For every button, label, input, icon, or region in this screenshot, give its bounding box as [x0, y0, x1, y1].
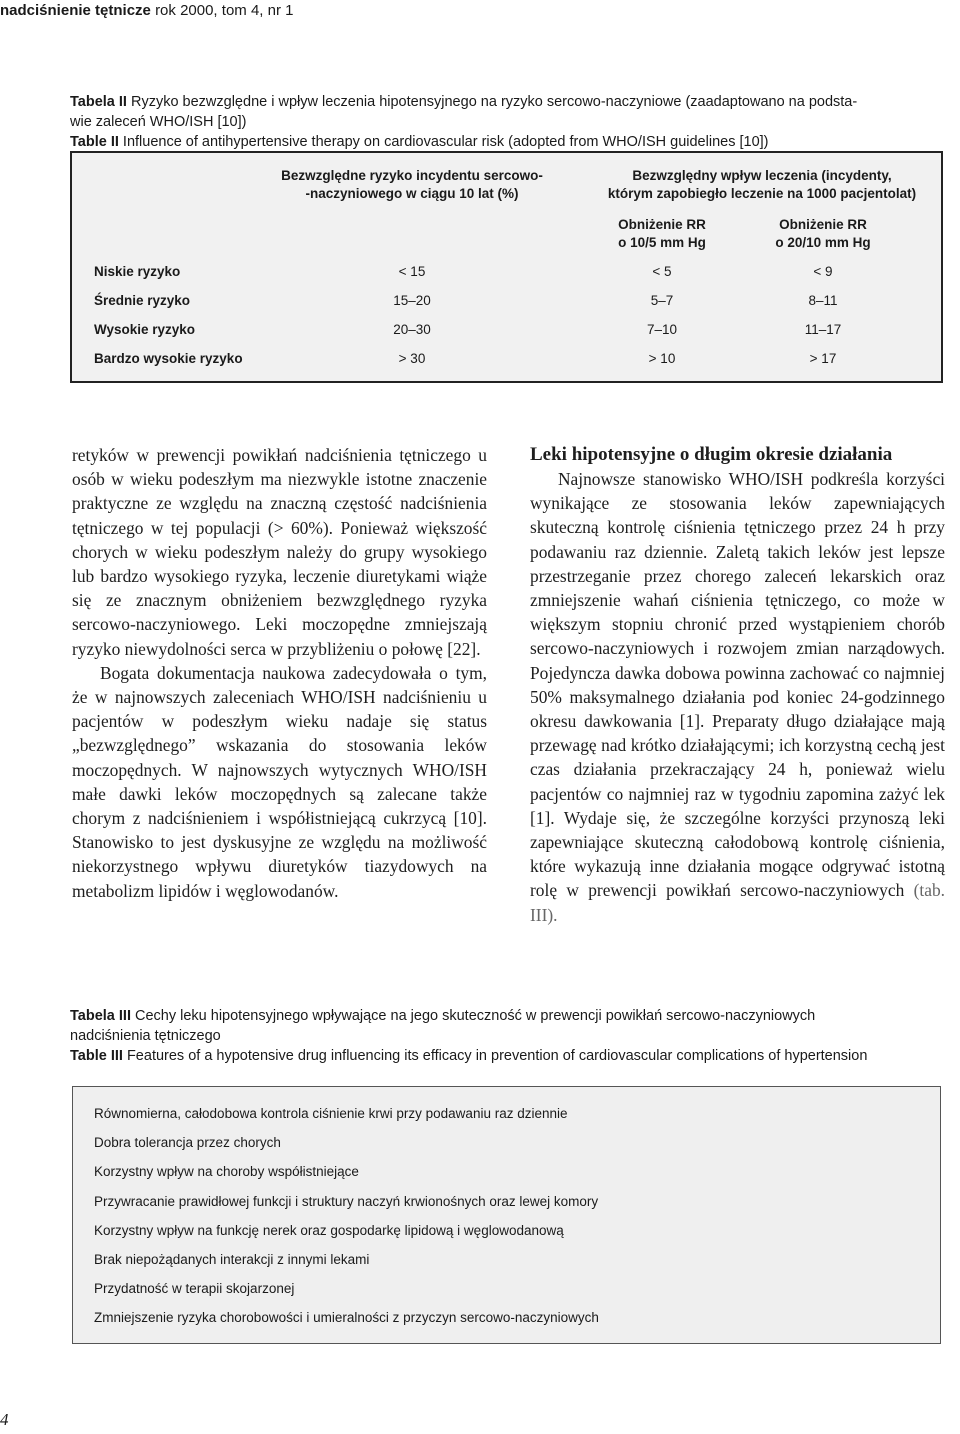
- table2-row-risk: < 15: [398, 264, 426, 279]
- table2-row-effect-b: 11–17: [804, 322, 842, 337]
- body-paragraph: [530, 467, 945, 927]
- table2-row-effect-a: < 5: [652, 264, 672, 279]
- table2-caption-en-label: Table II: [70, 134, 119, 150]
- table3-caption-en-text: Features of a hypotensive drug influencing its efficacy in prevention of cardiovascular complications of hypertension: [126, 1048, 868, 1064]
- table2-row-label: Średnie ryzyko: [94, 293, 191, 308]
- table2-subcol-a-line1: Obniżenie RR: [618, 217, 706, 232]
- table2-row-effect-b: 8–11: [808, 293, 838, 308]
- table2-col-effect-header: [582, 167, 942, 203]
- table3-caption-en-label: Table III: [70, 1048, 123, 1064]
- table3: [72, 1086, 941, 1344]
- table2-col-risk-header: [222, 167, 602, 203]
- table2-col-effect-header-line2: którym zapobiegło leczenie na 1000 pacjentolat): [607, 186, 917, 201]
- table3-item: Korzystny wpływ na choroby współistniejące: [94, 1164, 359, 1180]
- body-paragraph: retyków w prewencji powikłań nadciśnienia tętniczego u osób w wieku podeszłym ma niezwykle istotne znaczenie praktyczne ze względu na znaczną częstość nadciśnienia tętniczego w tej populacji (> 60%). Ponieważ większość chorych w wieku podeszłym należy do grupy wysokiego lub bardzo wysokiego ryzyka, leczenie diuretykami wiąże się ze znacznym obniżeniem bezwzględnego ryzyka sercowo-naczyniowego. Leki moczopędne zmniejszają ryzyko niewydolności serca w przybliżeniu o połowę [22].: [72, 445, 487, 659]
- table2-caption-pl-text: Ryzyko bezwzględne i wpływ leczenia hipotensyjnego na ryzyko sercowo-naczyniowe (zaadaptowano na podsta-: [130, 94, 858, 110]
- table2-row-risk: 15–20: [393, 293, 431, 308]
- table-reference-link[interactable]: (tab. III).: [530, 880, 945, 925]
- table2-subcol-b-line1: Obniżenie RR: [779, 217, 867, 232]
- table2-caption-en: [70, 132, 930, 152]
- table3-item: Zmniejszenie ryzyka chorobowości i umieralności z przyczyn sercowo-naczyniowych: [94, 1310, 599, 1326]
- table3-item: Korzystny wpływ na funkcję nerek oraz gospodarkę lipidową i węglowodanową: [94, 1222, 564, 1238]
- table2-caption-en-text: Influence of antihypertensive therapy on cardiovascular risk (adopted from WHO/ISH guidelines [10]): [122, 134, 769, 150]
- table2-caption-pl-label: Tabela II: [70, 94, 127, 110]
- table2-row-effect-a: 7–10: [646, 322, 678, 337]
- body-paragraph-text: Najnowsze stanowisko WHO/ISH podkreśla korzyści wynikające ze stosowania leków zapewniających skuteczną kontrolę ciśnienia tętniczego przez 24 h przy podawaniu raz dziennie. Zaletą takich leków jest lepsze przestrzeganie przez chorego zaleceń lekarskich oraz zmniejszenie wahań ciśnienia tętniczego, co może w większym stopniu chronić przed wystąpieniem chorób sercowo-naczyniowych i rozwojem zmian narządowych. Pojedyncza dawka dobowa powinna zachować co najmniej 50% maksymalnego działania pod koniec 24-godzinnego okresu dawkowania [1]. Preparaty długo działające mają przewagę nad krótko działającymi; ich korzystną cechą jest czas działania przekraczający 24 h, ponieważ wielu pacjentów co najmniej raz w tygodniu zapomina zażyć lek [1]. Wydaje się, że szczególne korzyści przynoszą leki zapewniające skuteczną całodobową kontrolę ciśnienia, które wykazują inne działania mogące odgrywać istotną rolę w prewencji powikłań sercowo-naczyniowych: [530, 469, 945, 901]
- table2-col-effect-header-line1: Bezwzględny wpływ leczenia (incydenty,: [632, 168, 892, 183]
- table2-subcol-b-header: [743, 216, 903, 252]
- table2-subcol-a-header: [582, 216, 742, 252]
- table3-caption-pl-line1: [70, 1006, 930, 1026]
- table3-caption: [70, 1006, 930, 1066]
- table2-row-risk: 20–30: [393, 322, 431, 337]
- table2-row-effect-a: 5–7: [650, 293, 674, 308]
- body-column-left: [72, 443, 487, 903]
- table2-row-effect-a: > 10: [648, 351, 676, 366]
- table2-row-effect-b: > 17: [809, 351, 837, 366]
- table3-item: Przydatność w terapii skojarzonej: [94, 1281, 295, 1297]
- table3-caption-pl-text: Cechy leku hipotensyjnego wpływające na jego skuteczność w prewencji powikłań sercowo-naczyniowych: [135, 1008, 816, 1024]
- table3-caption-en: [70, 1046, 930, 1066]
- journal-issue: rok 2000, tom 4, nr 1: [155, 2, 294, 19]
- table2-caption-pl-line2: wie zaleceń WHO/ISH [10]): [70, 114, 247, 130]
- table2-subcol-a-line2: o 10/5 mm Hg: [618, 235, 706, 250]
- section-heading: Leki hipotensyjne o długim okresie działania: [530, 444, 893, 465]
- page-number: 4: [0, 1410, 9, 1429]
- table2-subcol-b-line2: o 20/10 mm Hg: [775, 235, 871, 250]
- table3-caption-pl-label: Tabela III: [70, 1008, 131, 1024]
- table2-caption: [70, 92, 930, 152]
- table2-caption-pl-line1: [70, 92, 930, 112]
- table3-caption-pl-line2: nadciśnienia tętniczego: [70, 1028, 221, 1044]
- table3-item: Przywracanie prawidłowej funkcji i struktury naczyń krwionośnych oraz lewej komory: [94, 1193, 599, 1209]
- table2: [70, 151, 943, 383]
- table3-item: Równomierna, całodobowa kontrola ciśnienie krwi przy podawaniu raz dziennie: [94, 1106, 568, 1121]
- table3-item: Brak niepożądanych interakcji z innymi lekami: [94, 1251, 370, 1267]
- table2-row-label: Niskie ryzyko: [94, 264, 181, 279]
- table2-row-label: Bardzo wysokie ryzyko: [94, 351, 243, 366]
- table2-row-effect-b: < 9: [813, 264, 833, 279]
- running-header: [0, 0, 960, 22]
- journal-title: nadciśnienie tętnicze: [0, 2, 151, 19]
- body-column-right: [530, 443, 945, 927]
- table2-row-label: Wysokie ryzyko: [94, 322, 196, 337]
- table3-item: Dobra tolerancja przez chorych: [94, 1135, 281, 1151]
- body-paragraph: Bogata dokumentacja naukowa zadecydowała o tym, że w najnowszych zaleceniach WHO/ISH nadciśnieniu u pacjentów w podeszłym wieku nadaje się status „bezwzględnego” wskazania do stosowania leków moczopędnych. W najnowszych wytycznych WHO/ISH małe dawki leków moczopędnych są zalecane także chorym z nadciśnieniem i współistniejącą cukrzycą [10]. Stanowisko to jest dyskusyjne ze względu na możliwość niekorzystnego wpływu diuretyków tiazydowych na metabolizm lipidów i węglowodanów.: [72, 662, 487, 901]
- table2-col-risk-header-line1: Bezwzględne ryzyko incydentu sercowo-: [281, 168, 543, 183]
- table2-col-risk-header-line2: -naczyniowego w ciągu 10 lat (%): [305, 186, 519, 201]
- table2-row-risk: > 30: [398, 351, 426, 366]
